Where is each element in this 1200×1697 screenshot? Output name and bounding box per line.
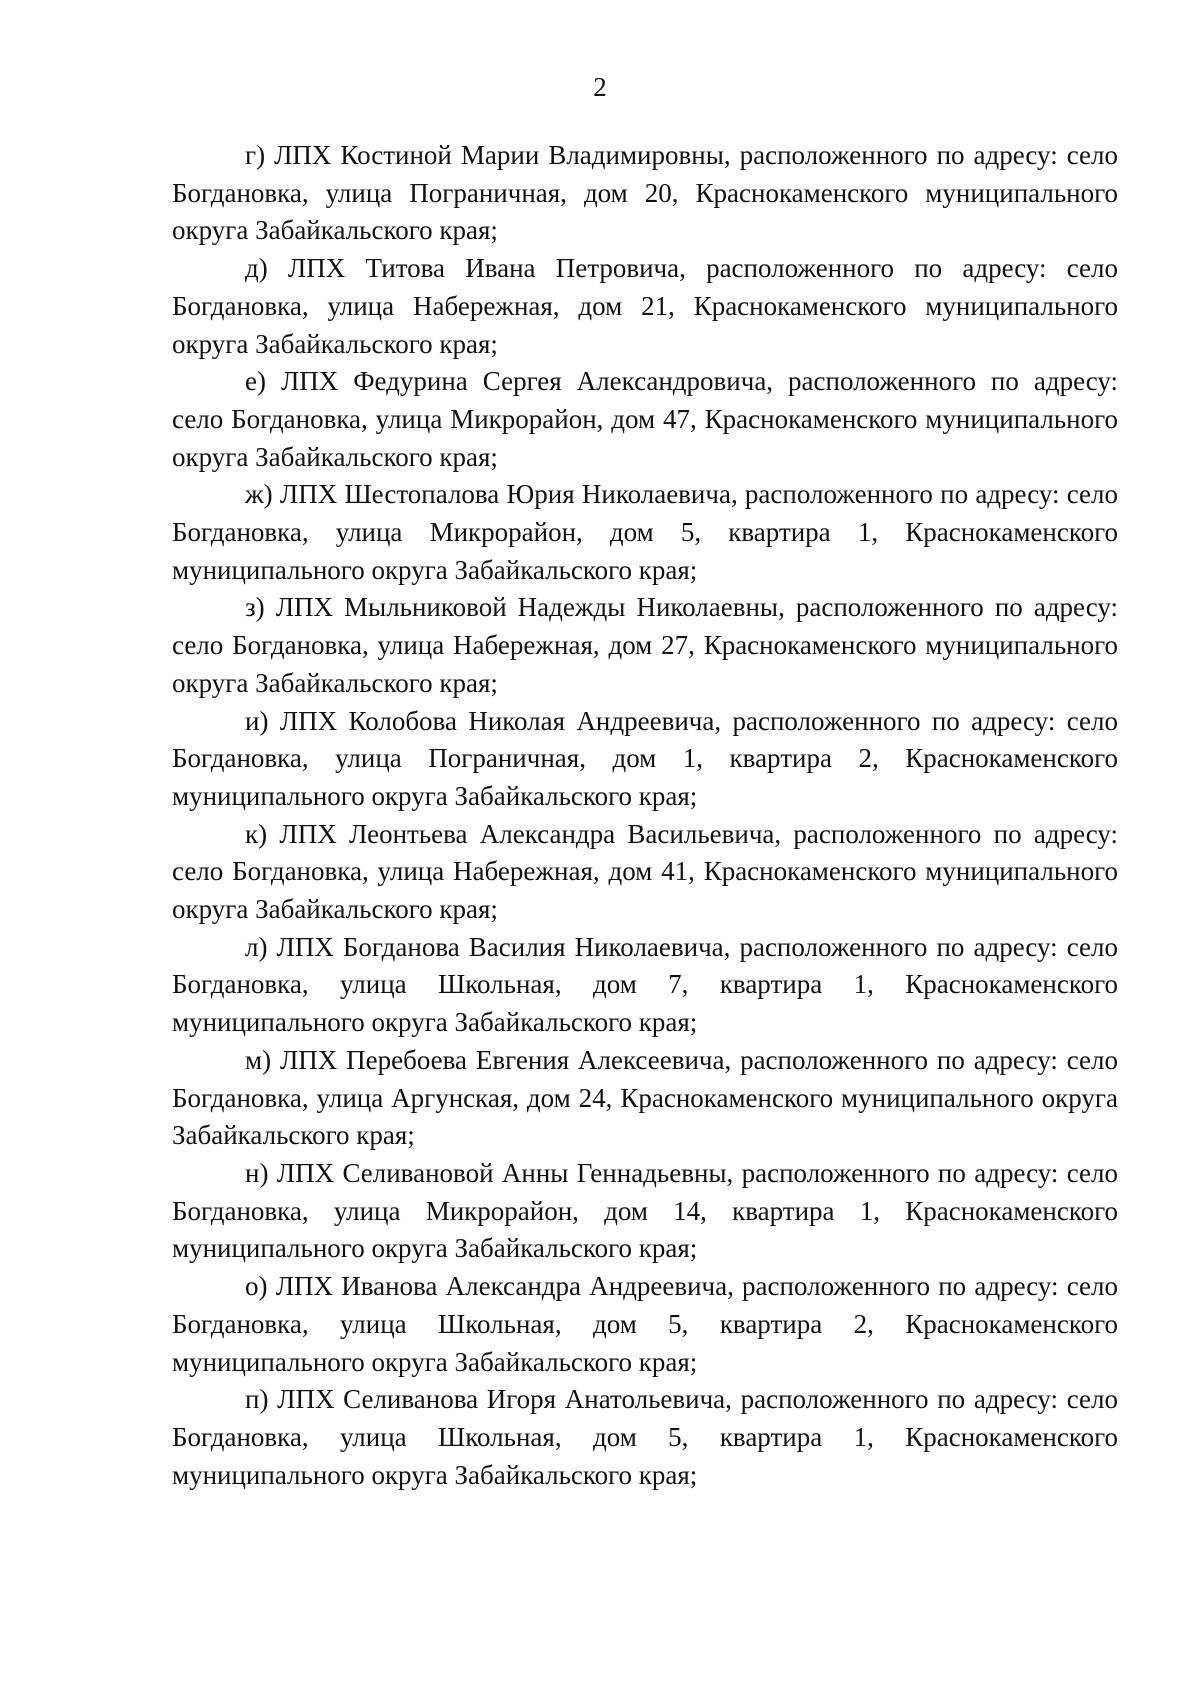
document-body xyxy=(172,137,1118,1494)
list-item: ж) ЛПХ Шестопалова Юрия Николаевича, расположенного по адресу: село Богдановка, улица Микрорайон, дом 5, квартира 1, Краснокаменского муниципального округа Забайкальского края; xyxy=(172,479,1118,585)
list-item: е) ЛПХ Федурина Сергея Александровича, расположенного по адресу: село Богдановка, улица Микрорайон, дом 47, Краснокаменского муниципального округа Забайкальского края; xyxy=(172,366,1118,472)
list-item: и) ЛПХ Колобова Николая Андреевича, расположенного по адресу: село Богдановка, улица Пограничная, дом 1, квартира 2, Краснокаменского муниципального округа Забайкальского края; xyxy=(172,705,1118,811)
list-item: д) ЛПХ Титова Ивана Петровича, расположенного по адресу: село Богдановка, улица Набережная, дом 21, Краснокаменского муниципального округа Забайкальского края; xyxy=(172,253,1118,359)
list-item: г) ЛПХ Костиной Марии Владимировны, расположенного по адресу: село Богдановка, улица Пограничная, дом 20, Краснокаменского муниципального округа Забайкальского края; xyxy=(172,140,1118,246)
list-item: з) ЛПХ Мыльниковой Надежды Николаевны, расположенного по адресу: село Богдановка, улица Набережная, дом 27, Краснокаменского муниципального округа Забайкальского края; xyxy=(172,592,1118,698)
list-item: п) ЛПХ Селиванова Игоря Анатольевича, расположенного по адресу: село Богдановка, улица Школьная, дом 5, квартира 1, Краснокаменского муниципального округа Забайкальского края; xyxy=(172,1384,1118,1490)
page-number: 2 xyxy=(593,72,607,102)
list-item: н) ЛПХ Селивановой Анны Геннадьевны, расположенного по адресу: село Богдановка, улица Микрорайон, дом 14, квартира 1, Краснокаменского муниципального округа Забайкальского края; xyxy=(172,1157,1118,1264)
list-item: м) ЛПХ Перебоева Евгения Алексеевича, расположенного по адресу: село Богдановка, улица Аргунская, дом 24, Краснокаменского муниципального округа Забайкальского края; xyxy=(172,1044,1118,1151)
list-item: о) ЛПХ Иванова Александра Андреевича, расположенного по адресу: село Богдановка, улица Школьная, дом 5, квартира 2, Краснокаменского муниципального округа Забайкальского края; xyxy=(172,1271,1118,1377)
list-item: к) ЛПХ Леонтьева Александра Васильевича, расположенного по адресу: село Богдановка, улица Набережная, дом 41, Краснокаменского муниципального округа Забайкальского края; xyxy=(172,818,1118,925)
list-item: л) ЛПХ Богданова Василия Николаевича, расположенного по адресу: село Богдановка, улица Школьная, дом 7, квартира 1, Краснокаменского муниципального округа Забайкальского края; xyxy=(172,931,1118,1038)
